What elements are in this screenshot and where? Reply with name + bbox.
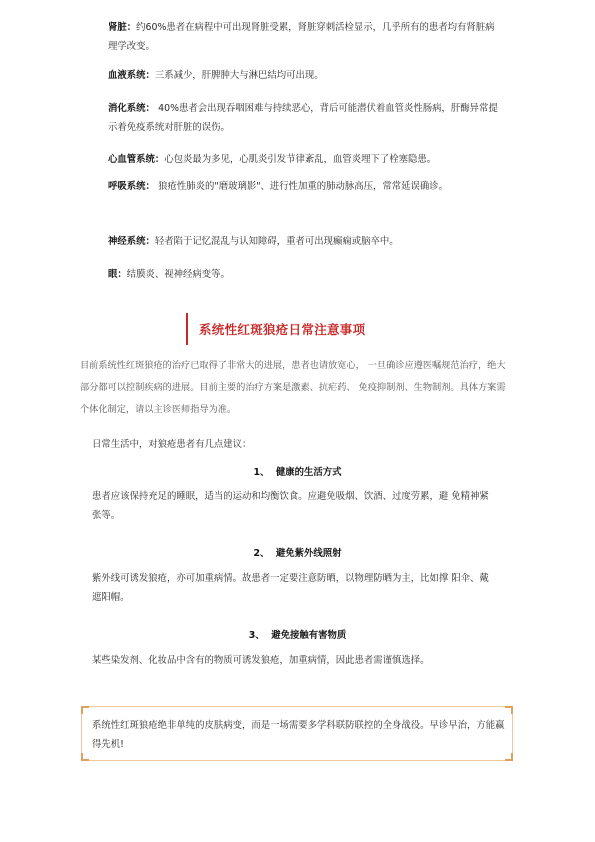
organ-label: 心血管系统 [108, 154, 155, 165]
organ-cardio [108, 150, 498, 169]
organ-text: 结膜炎、视神经病变等。 [126, 269, 230, 280]
organ-blood [108, 66, 498, 85]
tip-text: 某些染发剂、化妆品中含有的物质可诱发狼疮，加重病情，因此患者需谨慎选择。 [92, 655, 430, 666]
tip-number: 1、 [253, 467, 270, 478]
tip-heading [0, 545, 595, 559]
section-intro: 目前系统性红斑狼疮的治疗已取得了非常大的进展，患者也请放宽心， 一旦确诊应遵医嘱规范治疗，绝大部分都可以控制疾病的进展。目前主要的治疗方案是激素、抗疟药、 免疫抑制剂、生物制剂。具体方案需个体化制定，请以主诊医师指导为准。 [80, 360, 506, 415]
label-sep: ： [126, 22, 137, 33]
organ-label: 眼 [108, 269, 118, 280]
corner-decoration [81, 706, 89, 714]
organ-text: 狼疮性肺炎的"磨玻璃影"、进行性加重的肺动脉高压，常常延误确诊。 [158, 181, 449, 192]
organ-text: 轻者陷于记忆混乱与认知障碍，重者可出现癫痫或脑卒中。 [154, 236, 399, 247]
organ-digestive [108, 99, 498, 137]
tip-heading [0, 627, 595, 641]
label-sep: ： [145, 103, 159, 114]
tip-heading [0, 464, 595, 478]
label-sep: ： [145, 70, 155, 81]
organ-neuro [108, 232, 498, 251]
tip-number: 3、 [248, 630, 265, 641]
section-accent-bar [186, 313, 188, 345]
organ-eye [108, 265, 498, 284]
organ-text: 三系减少，肝脾肿大与淋巴结均可出现。 [154, 70, 324, 81]
label-sep: ： [117, 269, 127, 280]
organ-text: 心包炎最为多见，心肌炎引发节律紊乱，血管炎埋下了栓塞隐患。 [164, 154, 437, 165]
organ-kidney [108, 18, 498, 56]
label-sep: ： [145, 236, 155, 247]
organ-text: 约60%患者在病程中可出现肾脏受累，肾脏穿刺活检显示，几乎所有的患者均有肾脏病理学改变。 [108, 22, 495, 52]
advice-lead: 日常生活中，对狼疮患者有几点建议： [92, 439, 252, 450]
corner-decoration [81, 753, 89, 761]
label-sep: ： [145, 181, 159, 192]
tip-number: 2、 [253, 548, 270, 559]
organ-label: 呼吸系统 [108, 181, 146, 192]
tip-title: 健康的生活方式 [275, 467, 342, 478]
organ-text: 40%患者会出现吞咽困难与持续恶心，背后可能潜伏着血管炎性肠病，肝酶异常提示着免疫系统对肝脏的误伤。 [108, 103, 498, 133]
tip-title: 避免接触有害物质 [271, 630, 347, 641]
organ-label: 消化系统 [108, 103, 146, 114]
callout-box [81, 706, 513, 761]
organ-label: 肾脏 [108, 22, 127, 33]
tip-text: 紫外线可诱发狼疮，亦可加重病情。故患者一定要注意防晒，以物理防晒为主，比如撑 阳伞、戴遮阳帽。 [92, 573, 489, 603]
section-title: 系统性红斑狼疮日常注意事项 [199, 322, 366, 337]
organ-label: 血液系统 [108, 70, 146, 81]
callout-text: 系统性红斑狼疮绝非单纯的皮肤病变，而是一场需要多学科联防联控的全身战役。早诊早治，方能赢得先机! [92, 720, 505, 750]
label-sep: ： [154, 154, 165, 165]
tip-title: 避免紫外线照射 [275, 548, 342, 559]
tip-text: 患者应该保持充足的睡眠，适当的运动和均衡饮食。应避免吸烟、饮酒、过度劳累，避 免精神紧张等。 [92, 491, 489, 521]
organ-label: 神经系统 [108, 236, 146, 247]
organ-respiratory [108, 175, 498, 199]
corner-decoration [505, 753, 513, 761]
corner-decoration [505, 706, 513, 714]
